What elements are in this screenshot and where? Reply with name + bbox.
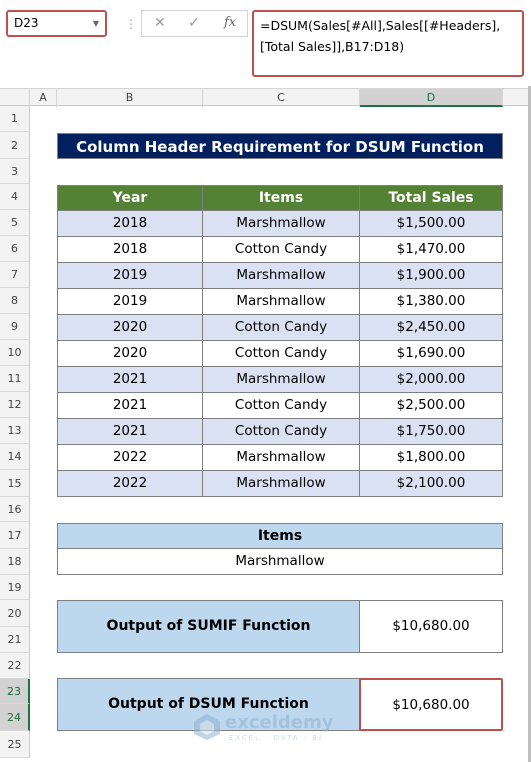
row-header-8[interactable]: 8 xyxy=(0,288,30,314)
row-header-19[interactable]: 19 xyxy=(0,575,30,600)
row-header-14[interactable]: 14 xyxy=(0,444,30,470)
column-header-a[interactable]: A xyxy=(30,89,57,107)
chevron-down-icon[interactable]: ▼ xyxy=(92,19,99,28)
table-year-cell[interactable]: 2020 xyxy=(57,314,203,341)
watermark-tagline: EXCEL · DATA · BI xyxy=(229,734,324,742)
exceldemy-watermark xyxy=(193,709,338,749)
exceldemy-logo-icon xyxy=(193,713,221,741)
table-year-cell[interactable]: 2022 xyxy=(57,444,203,471)
column-header-bar xyxy=(0,88,531,106)
table-year-cell[interactable]: 2021 xyxy=(57,418,203,445)
row-header-3[interactable]: 3 xyxy=(0,159,30,184)
enter-check-icon[interactable]: ✓ xyxy=(188,15,200,31)
table-sales-cell[interactable]: $1,690.00 xyxy=(359,340,503,367)
table-year-cell[interactable]: 2021 xyxy=(57,366,203,393)
table-sales-cell[interactable]: $2,450.00 xyxy=(359,314,503,341)
table-items-cell[interactable]: Cotton Candy xyxy=(202,340,360,367)
sumif-label[interactable]: Output of SUMIF Function xyxy=(57,600,360,653)
row-header-13[interactable]: 13 xyxy=(0,418,30,444)
formula-bar-area xyxy=(0,0,531,86)
table-items-cell[interactable]: Marshmallow xyxy=(202,444,360,471)
table-year-cell[interactable]: 2018 xyxy=(57,236,203,263)
table-items-cell[interactable]: Marshmallow xyxy=(202,366,360,393)
row-header-12[interactable]: 12 xyxy=(0,392,30,418)
table-items-cell[interactable]: Marshmallow xyxy=(202,288,360,315)
row-header-21[interactable]: 21 xyxy=(0,627,30,653)
name-box[interactable] xyxy=(6,10,107,37)
table-items-cell[interactable]: Cotton Candy xyxy=(202,314,360,341)
table-header-items[interactable]: Items xyxy=(202,185,360,211)
table-year-cell[interactable]: 2019 xyxy=(57,288,203,315)
row-header-5[interactable]: 5 xyxy=(0,210,30,236)
table-sales-cell[interactable]: $2,000.00 xyxy=(359,366,503,393)
table-items-cell[interactable]: Cotton Candy xyxy=(202,236,360,263)
table-items-cell[interactable]: Cotton Candy xyxy=(202,418,360,445)
row-header-7[interactable]: 7 xyxy=(0,262,30,288)
row-header-10[interactable]: 10 xyxy=(0,340,30,366)
table-items-cell[interactable]: Marshmallow xyxy=(202,470,360,497)
row-header-4[interactable]: 4 xyxy=(0,184,30,210)
row-header-25[interactable]: 25 xyxy=(0,731,30,758)
table-year-cell[interactable]: 2021 xyxy=(57,392,203,419)
row-header-15[interactable]: 15 xyxy=(0,470,30,497)
watermark-name: exceldemy xyxy=(225,712,334,733)
table-sales-cell[interactable]: $1,800.00 xyxy=(359,444,503,471)
dsum-label[interactable]: Output of DSUM Function xyxy=(57,678,360,731)
table-sales-cell[interactable]: $2,100.00 xyxy=(359,470,503,497)
criteria-value[interactable]: Marshmallow xyxy=(57,548,503,575)
table-items-cell[interactable]: Cotton Candy xyxy=(202,392,360,419)
table-year-cell[interactable]: 2018 xyxy=(57,210,203,237)
table-year-cell[interactable]: 2020 xyxy=(57,340,203,367)
table-sales-cell[interactable]: $1,750.00 xyxy=(359,418,503,445)
row-header-23[interactable]: 23 xyxy=(0,679,30,704)
table-sales-cell[interactable]: $1,380.00 xyxy=(359,288,503,315)
column-header-d[interactable]: D xyxy=(360,89,503,107)
row-header-1[interactable]: 1 xyxy=(0,106,30,132)
table-items-cell[interactable]: Marshmallow xyxy=(202,210,360,237)
column-header-b[interactable]: B xyxy=(57,89,203,107)
name-box-value: D23 xyxy=(14,16,39,30)
table-year-cell[interactable]: 2022 xyxy=(57,470,203,497)
insert-function-icon[interactable]: fx xyxy=(224,15,237,30)
formula-bar-buttons xyxy=(141,10,248,37)
table-year-cell[interactable]: 2019 xyxy=(57,262,203,289)
table-items-cell[interactable]: Marshmallow xyxy=(202,262,360,289)
cancel-icon[interactable]: ✕ xyxy=(154,15,166,31)
row-header-11[interactable]: 11 xyxy=(0,366,30,392)
row-header-20[interactable]: 20 xyxy=(0,600,30,627)
row-header-24[interactable]: 24 xyxy=(0,704,30,731)
table-sales-cell[interactable]: $1,500.00 xyxy=(359,210,503,237)
criteria-header[interactable]: Items xyxy=(57,523,503,549)
table-sales-cell[interactable]: $1,900.00 xyxy=(359,262,503,289)
table-header-total-sales[interactable]: Total Sales xyxy=(359,185,503,211)
row-header-17[interactable]: 17 xyxy=(0,522,30,549)
select-all-corner[interactable] xyxy=(0,89,30,107)
table-sales-cell[interactable]: $2,500.00 xyxy=(359,392,503,419)
row-header-2[interactable]: 2 xyxy=(0,132,30,159)
formula-input[interactable]: =DSUM(Sales[#All],Sales[[#Headers],[Total Sales]],B17:D18) xyxy=(252,10,524,77)
row-header-6[interactable]: 6 xyxy=(0,236,30,262)
row-header-16[interactable]: 16 xyxy=(0,497,30,522)
sheet-title[interactable]: Column Header Requirement for DSUM Function xyxy=(57,133,503,159)
column-header-c[interactable]: C xyxy=(203,89,360,107)
row-header-18[interactable]: 18 xyxy=(0,549,30,575)
table-sales-cell[interactable]: $1,470.00 xyxy=(359,236,503,263)
sumif-value[interactable]: $10,680.00 xyxy=(359,600,503,653)
row-header-22[interactable]: 22 xyxy=(0,653,30,679)
dsum-value[interactable]: $10,680.00 xyxy=(359,678,503,731)
row-header-9[interactable]: 9 xyxy=(0,314,30,340)
formula-bar-separator-icon: ⋮ xyxy=(125,17,137,31)
table-header-year[interactable]: Year xyxy=(57,185,203,211)
